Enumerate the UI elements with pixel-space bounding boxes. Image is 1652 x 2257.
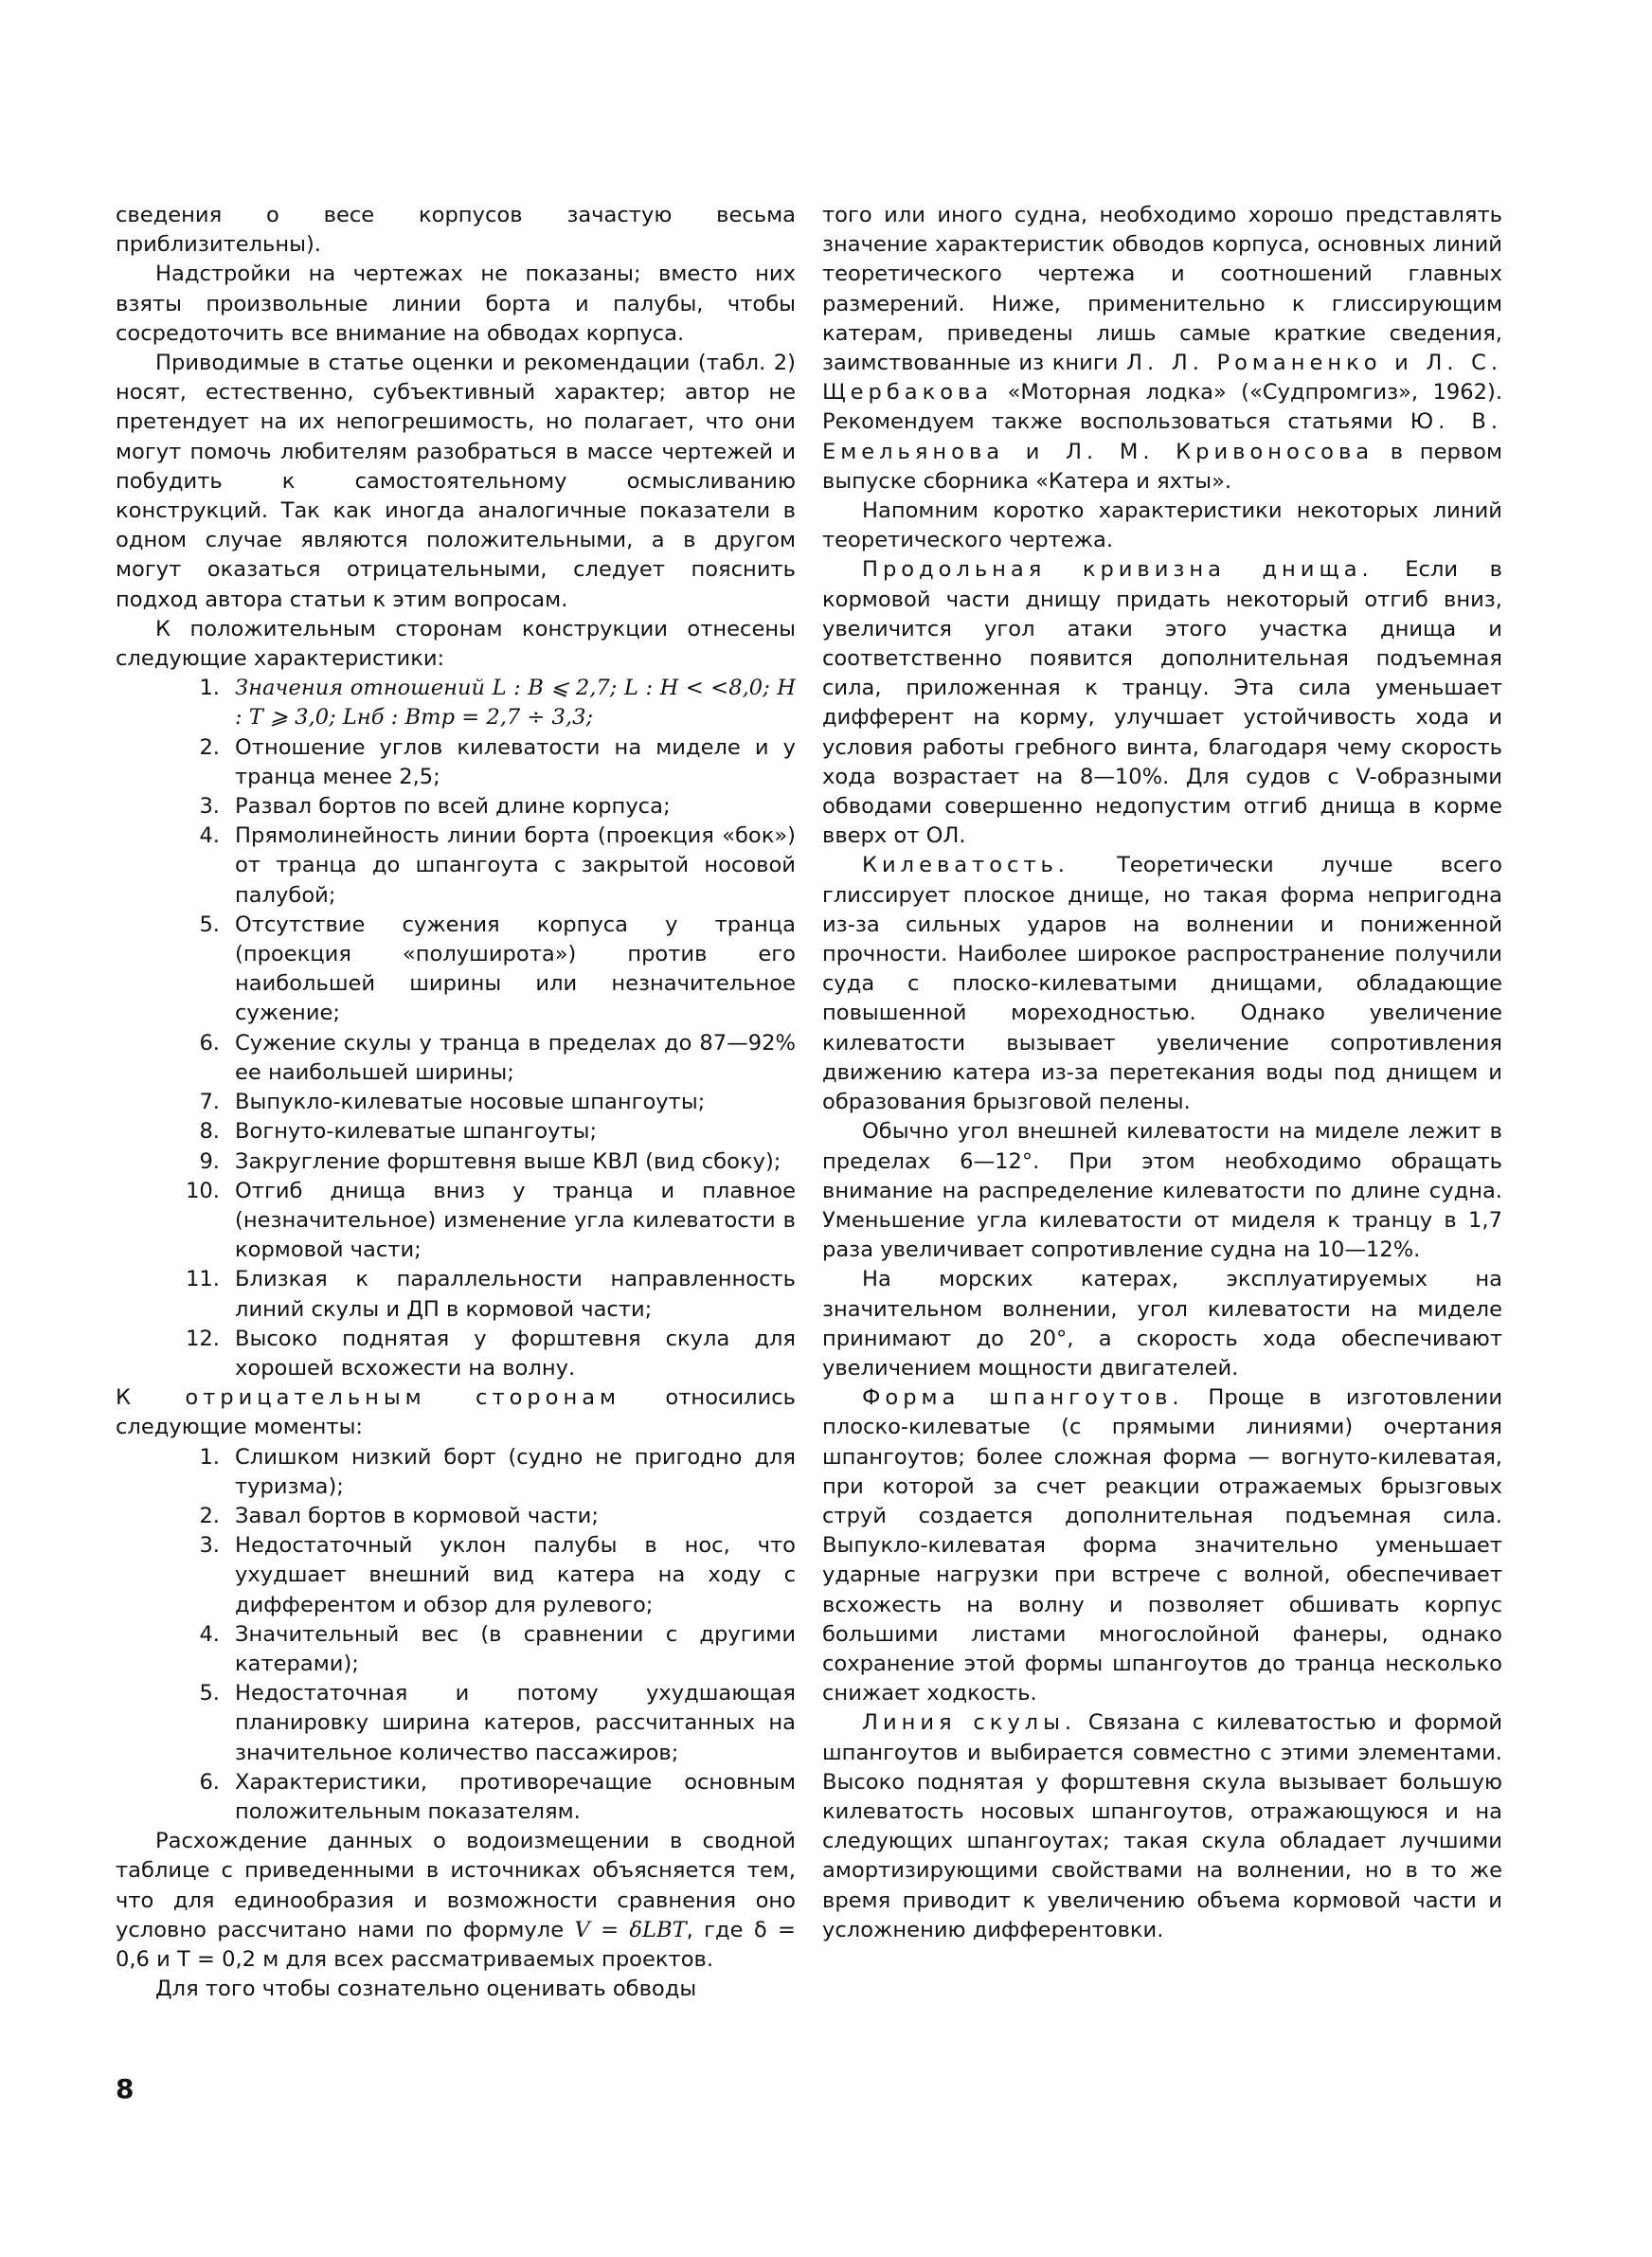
list-item bbox=[116, 1620, 796, 1679]
list-item-text: Характеристики, противоречащие основным положительным показателям. bbox=[235, 1769, 796, 1824]
section-heading: Линия скулы. bbox=[862, 1710, 1077, 1736]
list-item bbox=[116, 911, 796, 1029]
list-item-number: 2. bbox=[199, 1503, 220, 1528]
list-item bbox=[116, 674, 796, 732]
paragraph-text: в первом выпуске сборника «Катера и яхты». bbox=[822, 439, 1502, 494]
list-item bbox=[116, 1768, 796, 1827]
list-item bbox=[116, 1147, 796, 1177]
list-item-number: 9. bbox=[199, 1148, 220, 1174]
list-item-text: Вогнуто-килеватые шпангоуты; bbox=[235, 1119, 598, 1145]
right-paragraph-7 bbox=[822, 1383, 1502, 1708]
list-item-number: 2. bbox=[199, 734, 220, 760]
list-item-text: Значения отношений L : B ⩽ 2,7; L : H < <8,0; H : T ⩾ 3,0; Lнб : Bтр = 2,7 ÷ 3,3; bbox=[235, 676, 796, 731]
list-item-number: 11. bbox=[186, 1267, 220, 1292]
formula: V = δLBT bbox=[574, 1917, 687, 1942]
list-item-text: Отгиб днища вниз у транца и плавное (незначительное) изменение угла килеватости в кормовой части; bbox=[235, 1178, 796, 1263]
list-item-number: 1. bbox=[199, 676, 220, 701]
list-item-text: Сужение скулы у транца в пределах до 87—92% ее наибольшей ширины; bbox=[235, 1030, 796, 1085]
list-item bbox=[116, 1502, 796, 1531]
list-item-number: 6. bbox=[199, 1769, 220, 1795]
list-item-number: 3. bbox=[199, 794, 220, 820]
list-item bbox=[116, 1443, 796, 1502]
list-item-number: 12. bbox=[186, 1326, 220, 1351]
list-item bbox=[116, 733, 796, 792]
negative-intro bbox=[116, 1383, 796, 1442]
list-item-number: 10. bbox=[186, 1178, 220, 1203]
list-item-text: Завал бортов в кормовой части; bbox=[235, 1503, 599, 1528]
list-item-number: 4. bbox=[199, 1621, 220, 1647]
section-heading: Форма шпангоутов. bbox=[862, 1385, 1184, 1411]
paragraph-text: Теоретически лучше всего глиссирует плоское днище, но такая форма непригодна из-за сильных ударов на волнении и пониженной прочности. Наиболее широкое распространение получили суда с плоско-килеватыми днищами, обладающие повышенной мореходностью. Однако увеличение килеватости вызывает увеличение сопротивления движению катера из-за перетекания воды под днищем и образования брызговой пелены. bbox=[822, 853, 1502, 1115]
right-paragraph-3 bbox=[822, 555, 1502, 851]
right-paragraph-8 bbox=[822, 1708, 1502, 1945]
list-item-text: Выпукло-килеватые носовые шпангоуты; bbox=[235, 1090, 706, 1115]
list-item bbox=[116, 1679, 796, 1768]
paragraph-text: Связана с килеватостью и формой шпангоутов и выбирается совместно с этими элементами. Высоко поднятая у форштевня скула вызывает большую килеватость носовых шпангоутов, отражающуюся и на следующих шпангоутах; такая скула обладает лучшими амортизирующими свойствами на волнении, но в то же время приводит к увеличению объема кормовой части и усложнению дифферентовки. bbox=[822, 1710, 1503, 1942]
left-paragraph-6: Для того чтобы сознательно оценивать обводы bbox=[155, 1977, 697, 2002]
paragraph-text: «Моторная лодка» («Судпромгиз», 1962). Рекомендуем также воспользоваться статьями bbox=[822, 380, 1502, 435]
list-item-text: Развал бортов по всей длине корпуса; bbox=[235, 794, 671, 820]
author-names: Л. Л. Романенко и Л. С. Щербакова bbox=[822, 351, 1502, 406]
right-paragraph-6: На морских катерах, эксплуатируемых на значительном волнении, угол килеватости на миделе принимают до 20°, а скорость хода обеспечивают увеличением мощности двигателей. bbox=[822, 1267, 1502, 1381]
list-item bbox=[116, 792, 796, 822]
paragraph-text: Расхождение данных о водоизмещении в сводной таблице с приведенными в источниках объясняется тем, что для единообразия и возможности сравнения оно условно рассчитано нами по формуле bbox=[116, 1829, 796, 1942]
list-item-number: 1. bbox=[199, 1444, 220, 1470]
list-item bbox=[116, 1088, 796, 1117]
list-item-number: 6. bbox=[199, 1030, 220, 1056]
list-item-text: Прямолинейность линии борта (проекция «бок») от транца до шпангоута с закрытой носовой палубой; bbox=[235, 823, 796, 908]
paragraph-text: , где δ = 0,6 и T = 0,2 м для всех рассматриваемых проектов. bbox=[116, 1917, 796, 1972]
right-column bbox=[822, 201, 1502, 1945]
left-paragraph-5 bbox=[116, 1827, 796, 1975]
right-paragraph-1 bbox=[822, 201, 1502, 497]
right-paragraph-2: Напомним коротко характеристики некоторых линий теоретического чертежа. bbox=[822, 498, 1502, 553]
list-item bbox=[116, 822, 796, 911]
list-item-text: Значительный вес (в сравнении с другими катерами); bbox=[235, 1621, 796, 1676]
right-paragraph-4 bbox=[822, 851, 1502, 1117]
author-names: Ю. В. Емельянова и Л. М. Кривоносова bbox=[822, 409, 1502, 464]
paragraph-text: того или иного судна, необходимо хорошо представлять значение характеристик обводов корпуса, основных линий теоретического чертежа и соотношений главных размерений. Ниже, применительно к глиссирующим катерам, приведены лишь самые краткие сведения, заимствованные из книги bbox=[822, 203, 1502, 376]
list-item-text: Отсутствие сужения корпуса у транца (проекция «полуширота») против его наибольшей ширины или незначительное сужение; bbox=[235, 912, 796, 1026]
section-heading: Продольная кривизна днища. bbox=[862, 557, 1374, 583]
list-item bbox=[116, 1531, 796, 1620]
list-item-text: Высоко поднятая у форштевня скула для хорошей всхожести на волну. bbox=[235, 1326, 796, 1381]
list-item-number: 5. bbox=[199, 912, 220, 937]
list-item-text: Недостаточный уклон палубы в нос, что ухудшает внешний вид катера на ходу с дифферентом и обзор для рулевого; bbox=[235, 1533, 796, 1617]
page-number: 8 bbox=[116, 2073, 135, 2104]
list-item-number: 4. bbox=[199, 823, 220, 849]
paragraph-text: Проще в изготовлении плоско-килеватые (с прямыми линиями) очертания шпангоутов; более сложная форма — вогнуто-килеватая, при которой за счет реакции отражаемых брызговых струй создается дополнительная подъемная сила. Выпукло-килеватая форма значительно уменьшает ударные нагрузки при встрече с волной, обеспечивает всхожесть на волну и позволяет обшивать корпус большими листами многослойной фанеры, однако сохранение этой формы шпангоутов до транца несколько снижает ходкость. bbox=[822, 1385, 1502, 1706]
right-paragraph-5: Обычно угол внешней килеватости на миделе лежит в пределах 6—12°. При этом необходимо обращать внимание на распределение килеватости по длине судна. Уменьшение угла килеватости от миделя к транцу в 1,7 раза увеличивает сопротивление судна на 10—12%. bbox=[822, 1119, 1502, 1263]
list-item-text: Близкая к параллельности направленность линий скулы и ДП в кормовой части; bbox=[235, 1267, 796, 1322]
list-item-number: 3. bbox=[199, 1533, 220, 1559]
list-item bbox=[116, 1265, 796, 1324]
list-item-text: Недостаточная и потому ухудшающая планировку ширина катеров, рассчитанных на значительное количество пассажиров; bbox=[235, 1681, 796, 1765]
list-item-number: 7. bbox=[199, 1090, 220, 1115]
section-heading: Килеватость. bbox=[862, 853, 1069, 878]
left-column bbox=[116, 201, 796, 2004]
left-paragraph-2: Надстройки на чертежах не показаны; вместо них взяты произвольные линии борта и палубы, чтобы сосредоточить все внимание на обводах корпуса. bbox=[116, 262, 796, 346]
paragraph-text: Если в кормовой части днищу придать некоторый отгиб вниз, увеличится угол атаки этого участка днища и соответственно появится дополнительная подъемная сила, приложенная к транцу. Эта сила уменьшает дифферент на корму, улучшает устойчивость хода и условия работы гребного винта, благодаря чему скорость хода возрастает на 8—10%. Для судов с V-образными обводами совершенно недопустим отгиб днища в корме вверх от ОЛ. bbox=[822, 557, 1502, 849]
left-paragraph-1: сведения о весе корпусов зачастую весьма приблизительны). bbox=[116, 203, 796, 258]
negative-intro-spaced: К отрицательным сторонам bbox=[116, 1385, 621, 1411]
list-item-text: Слишком низкий борт (судно не пригодно для туризма); bbox=[235, 1444, 796, 1499]
list-item-number: 5. bbox=[199, 1681, 220, 1706]
negative-list bbox=[116, 1443, 796, 1828]
list-item bbox=[116, 1029, 796, 1088]
list-item bbox=[116, 1325, 796, 1383]
list-item-text: Отношение углов килеватости на миделе и у транца менее 2,5; bbox=[235, 734, 796, 789]
list-item-number: 8. bbox=[199, 1119, 220, 1145]
left-paragraph-3: Приводимые в статье оценки и рекомендации (табл. 2) носят, естественно, субъективный характер; автор не претендует на их непогрешимость, но полагает, что они могут помочь любителям разобраться в массе чертежей и побудить к самостоятельному осмысливанию конструкций. Так как иногда аналогичные показатели в одном случае являются положительными, а в другом могут оказаться отрицательными, следует пояснить подход автора статьи к этим вопросам. bbox=[116, 351, 796, 612]
list-item-text: Закругление форштевня выше КВЛ (вид сбоку); bbox=[235, 1148, 781, 1174]
list-item bbox=[116, 1117, 796, 1147]
list-item bbox=[116, 1177, 796, 1266]
left-paragraph-4: К положительным сторонам конструкции отнесены следующие характеристики: bbox=[116, 616, 796, 672]
positive-list bbox=[116, 674, 796, 1383]
negative-intro-rest: относились следующие моменты: bbox=[116, 1385, 796, 1440]
